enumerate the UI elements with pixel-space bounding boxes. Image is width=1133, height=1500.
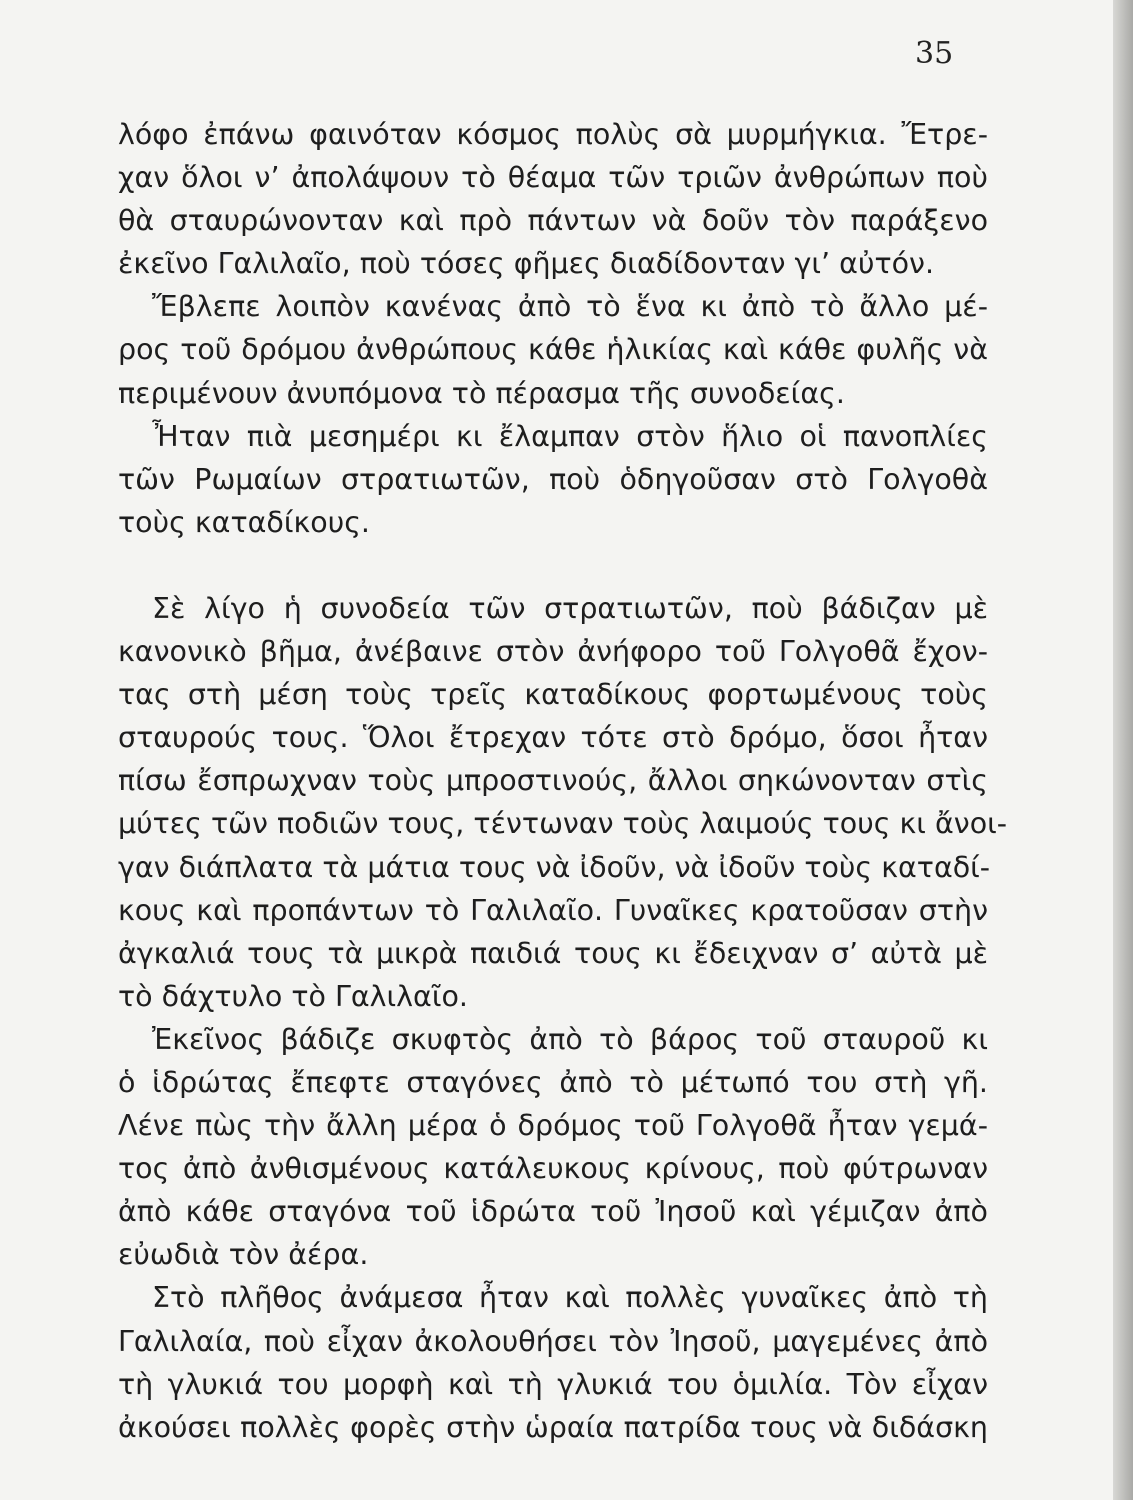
text-line: χαν ὅλοι ν’ ἀπολάψουν τὸ θέαμα τῶν τριῶν ἀνθρώπων ποὺ [118,161,988,195]
text-line: Στὸ πλῆθος ἀνάμεσα ἦταν καὶ πολλὲς γυναῖκες ἀπὸ τὴ [152,1281,988,1315]
text-line: Σὲ λίγο ἡ συνοδεία τῶν στρατιωτῶν, ποὺ βάδιζαν μὲ [152,591,988,625]
text-line: ἀπὸ κάθε σταγόνα τοῦ ἱδρώτα τοῦ Ἰησοῦ καὶ γέμιζαν ἀπὸ [118,1195,988,1229]
text-line: γαν διάπλατα τὰ μάτια τους νὰ ἰδοῦν, νὰ ἰδοῦν τοὺς καταδί- [118,850,991,884]
text-line: εὐωδιὰ τὸν ἀέρα. [118,1238,369,1272]
text-line: Ἔβλεπε λοιπὸν κανένας ἀπὸ τὸ ἕνα κι ἀπὸ τὸ ἄλλο μέ- [152,290,988,324]
text-line: ρος τοῦ δρόμου ἀνθρώπους κάθε ἡλικίας καὶ κάθε φυλῆς νὰ [118,333,988,367]
text-line: ἐκεῖνο Γαλιλαῖο, ποὺ τόσες φῆμες διαδίδονταν γι’ αὐτόν. [118,247,935,281]
text-line: ἀκούσει πολλὲς φορὲς στὴν ὡραία πατρίδα τους νὰ διδάσκη [118,1410,988,1444]
text-line: τῶν Ρωμαίων στρατιωτῶν, ποὺ ὁδηγοῦσαν στὸ Γολγοθὰ [118,462,988,496]
text-line: τας στὴ μέση τοὺς τρεῖς καταδίκους φορτωμένους τοὺς [118,678,988,712]
text-line: Ἦταν πιὰ μεσημέρι κι ἔλαμπαν στὸν ἥλιο οἱ πανοπλίες [152,419,988,453]
text-line: τὴ γλυκιά του μορφὴ καὶ τὴ γλυκιά του ὁμιλία. Τὸν εἶχαν [118,1367,988,1401]
text-line: Γαλιλαία, ποὺ εἶχαν ἀκολουθήσει τὸν Ἰησοῦ, μαγεμένες ἀπὸ [118,1324,988,1358]
page-edge-shadow [1113,0,1133,1500]
page-number: 35 [915,36,954,71]
body-text [118,113,1008,1449]
text-line: τος ἀπὸ ἀνθισμένους κατάλευκους κρίνους, ποὺ φύτρωναν [118,1152,988,1186]
text-line: κους καὶ προπάντων τὸ Γαλιλαῖο. Γυναῖκες κρατοῦσαν στὴν [118,893,988,927]
text-line: τοὺς καταδίκους. [118,505,370,539]
text-line: ὁ ἱδρώτας ἔπεφτε σταγόνες ἀπὸ τὸ μέτωπό του στὴ γῆ. [118,1065,988,1099]
text-line: κανονικὸ βῆμα, ἀνέβαινε στὸν ἀνήφορο τοῦ Γολγοθᾶ ἔχον- [118,635,988,669]
text-line: σταυρούς τους. Ὅλοι ἔτρεχαν τότε στὸ δρόμο, ὅσοι ἦταν [118,721,988,755]
text-line: πίσω ἔσπρωχναν τοὺς μπροστινούς, ἄλλοι σηκώνονταν στὶς [118,764,988,798]
text-line: λόφο ἐπάνω φαινόταν κόσμος πολὺς σὰ μυρμήγκια. Ἔτρε- [118,118,988,151]
text-line: Λένε πὼς τὴν ἄλλη μέρα ὁ δρόμος τοῦ Γολγοθᾶ ἦταν γεμά- [118,1109,988,1143]
text-line: θὰ σταυρώνονταν καὶ πρὸ πάντων νὰ δοῦν τὸν παράξενο [118,204,988,238]
paragraph-gap [118,544,988,587]
text-line: ἀγκαλιά τους τὰ μικρὰ παιδιά τους κι ἔδειχναν σ’ αὐτὰ μὲ [118,936,988,970]
text-line: Ἐκεῖνος βάδιζε σκυφτὸς ἀπὸ τὸ βάρος τοῦ σταυροῦ κι [152,1022,988,1056]
text-line: τὸ δάχτυλο τὸ Γαλιλαῖο. [118,979,468,1013]
text-line: μύτες τῶν ποδιῶν τους, τέντωναν τοὺς λαιμούς τους κι ἄνοι- [118,807,1008,841]
text-line: περιμένουν ἀνυπόμονα τὸ πέρασμα τῆς συνοδείας. [118,376,845,410]
